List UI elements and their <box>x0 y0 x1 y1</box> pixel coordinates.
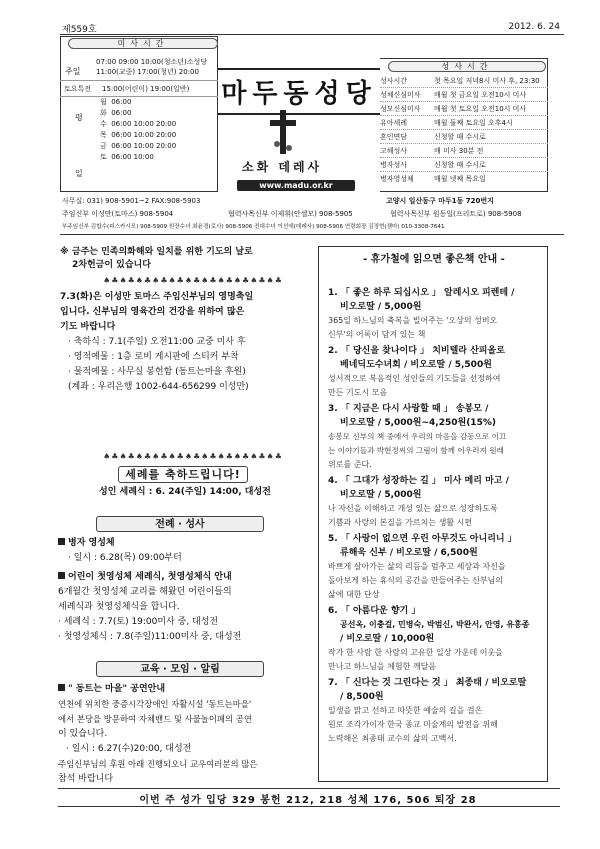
sacrament-row <box>380 172 548 186</box>
sacrament-time: 신청할 때 수시로 <box>434 133 486 141</box>
notice-line: (계좌 : 우리은행 1002-644-656299 이성만) <box>68 382 249 392</box>
sacrament-row <box>380 144 548 158</box>
feast-day-notice <box>60 290 308 395</box>
book-item <box>328 286 544 342</box>
notice-line: · 축하식 : 7.1(주일) 오전11:00 교중 미사 후 <box>68 337 246 347</box>
weekday-day: 토 <box>100 153 107 161</box>
issue-number: 제559호 <box>62 25 97 35</box>
decorative-border: ♠♣♠♣♠♣♠♣♠♣♠♣♠♣♠♣♠♣♠♣♠♣ <box>103 276 283 285</box>
staff-contacts: 부주임신부 김합수(피스카시모) 908-5909 원장수녀 최윤경(로사) 908-5906 전대수녀 이선애(데레사) 908-5906 연령회장 김정현(젬마) 010-3308-7641 <box>62 224 445 230</box>
sick-communion-title: 병자 영성체 <box>68 538 115 548</box>
notice-line: 7.3(화)은 이성만 토마스 주임신부님의 영명축일 <box>60 292 254 302</box>
sacrament-time: 매월 둘째 토요일 오후4시 <box>434 119 513 127</box>
sacrament-name: 병자성사 <box>380 161 408 169</box>
baptism-banner: 세례를 축하드립니다! <box>118 466 248 483</box>
book-title: 3. 「 지금은 다시 사랑할 때 」 송봉모 / <box>328 404 489 414</box>
book-title: 2. 「 당신을 찾나이다 」 치비텔라 산피올로 <box>328 346 505 356</box>
website-url[interactable]: www.madu.or.kr <box>237 180 355 191</box>
book-description: 위로를 준다. <box>328 460 372 469</box>
sacrament-name: 유아세례 <box>380 119 408 127</box>
book-description: 성서적으로 복음적인 성인들의 기도들을 선정하여 <box>328 374 501 383</box>
book-description: 일생을 맑고 선하고 따뜻한 예술의 길을 걸은 <box>328 706 483 715</box>
concert-line: · 일시 : 6.27(수)20:00, 대성전 <box>66 744 192 754</box>
sacrament-time: 매월 첫 금요일 오전10시 미사 <box>434 91 527 99</box>
liturgy-section <box>58 536 310 645</box>
book-publisher: / 8,500원 <box>340 692 384 702</box>
sick-communion-date: · 일시 : 6.28(목) 09:00부터 <box>68 553 182 563</box>
education-banner: 교육 · 모임 · 알림 <box>96 661 264 677</box>
sacrament-name: 성모신심미사 <box>380 105 421 113</box>
first-communion-title: 어린이 첫영성체 세례식, 첫영성체식 안내 <box>68 572 232 582</box>
book-description: 365일 하느님의 축복을 빌어주는 '오상의 성비오 <box>328 316 498 325</box>
concert-line: 주임신부님의 후원 아래 진행되오니 교우여러분의 많은 <box>58 759 258 769</box>
book-description: 송봉모 신부의 책 중에서 우리의 마음을 감동으로 이끄 <box>328 432 507 441</box>
book-publisher: 베네딕도수녀회 / 비오로딸 / 5,500원 <box>340 360 492 370</box>
book-publisher: 비오로딸 / 5,000원~4,250원(15%) <box>340 418 496 428</box>
weekday-time: 06:00 <box>111 98 132 106</box>
bullet-square-icon <box>58 572 65 579</box>
notice-line: · 영적예물 : 1층 로비 게시판에 스티커 부착 <box>68 352 239 362</box>
book-description: 작가 한 사람 한 사람의 고유한 일상 가운데 이웃을 <box>328 648 503 657</box>
weekday-time: 06:00 <box>111 109 132 117</box>
sacrament-row <box>380 102 548 116</box>
divider <box>60 80 218 81</box>
book-description: 만든 기도시 모음 <box>328 388 388 397</box>
weekday-day: 목 <box>100 131 107 139</box>
sacrament-name: 병자영성체 <box>380 175 414 183</box>
book-description: 돌아보게 하는 휴식의 공간을 만들어주는 신부님의 <box>328 576 504 585</box>
weekday-day: 월 <box>100 98 107 106</box>
weekday-list <box>100 98 176 164</box>
first-communion-line: 6개월간 첫영성체 교리를 해왔던 어린이들의 <box>58 587 232 597</box>
collection-notice <box>60 246 308 272</box>
masthead <box>218 68 380 115</box>
office-phone: 사무실: 031) 908-5901~2 FAX:908-5903 <box>62 197 201 205</box>
parish-name: 마두동성당 <box>218 68 380 115</box>
divider <box>60 234 564 235</box>
patron-saint: 소화 데레사 <box>242 160 323 174</box>
sacrament-name: 고해성사 <box>380 147 408 155</box>
book-description: 노력해온 최종태 교수의 삶의 고백서. <box>328 734 457 743</box>
book-item <box>328 344 544 400</box>
pastor-contact: 주임신부 이성만(토마스) 908-5904 <box>62 210 174 218</box>
sacrament-time: 매월 첫 토요일 오전10시 미사 <box>434 105 527 113</box>
book-description: 나 자신을 이해하고 개성 있는 삶으로 성장하도록 <box>328 504 498 513</box>
top-divider <box>60 34 564 35</box>
education-section <box>58 682 310 787</box>
notice-line: 2차헌금이 있습니다 <box>72 260 151 270</box>
concert-title: " 동트는 마을" 공연안내 <box>68 684 166 694</box>
sacrament-time: 첫 목요일 저녁8시 미사 후, 23:30 <box>434 77 540 85</box>
book-description: 기쁨과 사랑의 본질을 가르치는 생활 시편 <box>328 518 473 527</box>
sacrament-row <box>380 116 548 130</box>
sacrament-time: 신청할 때 수시로 <box>434 161 486 169</box>
weekday-time: 06:00 10:00 <box>111 153 154 161</box>
hymn-numbers: 이번 주 성가 입당 329 봉헌 212, 218 성체 176, 506 퇴장 28 <box>139 795 477 806</box>
weekday-time: 06:00 10:00 20:00 <box>111 131 177 139</box>
footer-divider <box>58 788 560 789</box>
book-title: 7. 「 신다는 것 그린다는 것 」 최종태 / 비오로딸 <box>328 678 527 688</box>
book-description: 삶에 대한 단상 <box>328 590 380 599</box>
book-item <box>328 402 544 472</box>
notice-line: 기도 바랍니다 <box>60 322 116 332</box>
weekday-time: 06:00 10:00 20:00 <box>111 120 177 128</box>
bullet-square-icon <box>58 684 65 691</box>
sacrament-title: 성사시간 <box>388 61 546 72</box>
sacrament-time: 매월 넷째 목요일 <box>434 175 486 183</box>
weekday-label: 평 <box>75 113 83 122</box>
bullet-square-icon <box>58 538 65 545</box>
weekday-day: 금 <box>100 142 107 150</box>
book-title: 4. 「 그대가 성장하는 길 」 미사 메리 마고 / <box>328 476 509 486</box>
weekday-day: 화 <box>100 109 107 117</box>
book-item <box>328 474 544 530</box>
assistant-contact: 협력사목신부 원동일(프리트로) 908-5908 <box>390 210 522 218</box>
book-publisher: 공선옥, 이충걸, 민병숙, 박범신, 박완서, 안영, 유홍종 <box>340 620 530 629</box>
sacrament-name: 성체신심미사 <box>380 91 421 99</box>
book-publisher: 비오로딸 / 5,000원 <box>340 490 422 500</box>
first-communion-line: · 세례식 : 7.7(토) 19:00미사 중, 대성전 <box>58 617 219 627</box>
notice-line: · 물적예물 : 사무실 봉헌함 (동트는마을 후원) <box>68 367 246 377</box>
book-section-title: - 휴가철에 읽으면 좋은책 안내 - <box>363 254 505 265</box>
cross-icon <box>268 108 298 158</box>
weekday-day: 수 <box>100 120 107 128</box>
saturday-times: 15:00(어린이) 19:00(일반) <box>102 85 190 93</box>
sacrament-name: 혼인면담 <box>380 133 408 141</box>
sacrament-row <box>380 88 548 102</box>
sunday-times-1: 07:00 09:00 10:00(청소년)소성당 <box>96 58 208 66</box>
assistant-contact: 협력사목신부 이제휘(안셀모) 908-5905 <box>228 210 353 218</box>
weekday-label: 일 <box>75 169 83 178</box>
mass-schedule-title: 미사시간 <box>68 38 218 49</box>
book-publisher: 비오로딸 / 5,000원 <box>340 302 422 312</box>
book-description: 신부'의 어록이 담겨 있는 책 <box>328 330 426 339</box>
book-title: 1. 「 좋은 하루 되십시오 」 알레시오 피렌테 / <box>328 288 515 298</box>
concert-line: 에서 본당을 방문하여 자체밴드 및 사물놀이패의 공연 <box>58 714 252 724</box>
book-description: 원로 조각가이자 한국 종교 미술계의 발전을 위해 <box>328 720 498 729</box>
saturday-label: 토요특전 <box>64 85 92 93</box>
first-communion-line: · 첫영성체식 : 7.8(주일)11:00미사 중, 대성전 <box>58 632 242 642</box>
book-title: 6. 「 아름다운 향기 」 <box>328 606 421 616</box>
sacrament-row <box>380 130 548 144</box>
book-title: 5. 「 사랑이 없으면 우린 아무것도 아니리니 」 <box>328 534 517 544</box>
parish-address: 고양시 일산동구 마두1동 720번지 <box>386 197 494 205</box>
book-item <box>328 532 544 602</box>
decorative-border: ♠♣♠♣♠♣♠♣♠♣♠♣♠♣♠♣♠♣♠♣♠♣ <box>103 452 283 461</box>
book-item <box>328 604 544 674</box>
liturgy-banner: 전례 · 성사 <box>96 516 264 532</box>
book-description: 는 이야기들과 박현정씨의 그림이 함께 어우러져 원래 <box>328 446 504 455</box>
sacrament-name: 성사시간 <box>380 77 408 85</box>
sacrament-time: 매 미사 30분 전 <box>434 147 484 155</box>
notice-line: 입니다. 신부님의 영육간의 건강을 위하여 많은 <box>60 307 245 317</box>
sunday-times-2: 11:00(교중) 17:00(청년) 20:00 <box>96 68 199 76</box>
issue-date: 2012. 6. 24 <box>508 22 560 32</box>
book-publisher: / 비오로딸 / 10,000원 <box>340 634 435 644</box>
sacrament-row <box>380 74 548 88</box>
book-description: 바쁘게 살아가는 삶의 리듬을 멈추고 세상과 자신을 <box>328 562 506 571</box>
book-publisher: 류해욱 신부 / 비오로딸 / 6,500원 <box>340 548 478 558</box>
notice-line: ※ 금주는 민족의화해와 일치를 위한 기도의 날로 <box>60 247 253 257</box>
concert-line: 참석 바랍니다 <box>58 774 114 784</box>
baptism-detail: 성인 세례식 : 6. 24(주일) 14:00, 대성전 <box>99 487 271 497</box>
concert-line: 연천에 위치한 중증시각장애인 자활시설 '동트는마을' <box>58 699 252 709</box>
book-description: 만나고 하느님을 체험한 깨달음 <box>328 662 437 671</box>
book-item <box>328 676 544 746</box>
first-communion-line: 세례식과 첫영성체식을 합니다. <box>58 602 180 612</box>
divider <box>60 96 218 97</box>
footer-divider <box>58 806 560 807</box>
weekday-time: 06:00 10:00 20:00 <box>111 142 177 150</box>
sunday-label: 주일 <box>65 67 81 76</box>
sacrament-row <box>380 158 548 172</box>
concert-line: 이 있습니다. <box>58 729 108 739</box>
